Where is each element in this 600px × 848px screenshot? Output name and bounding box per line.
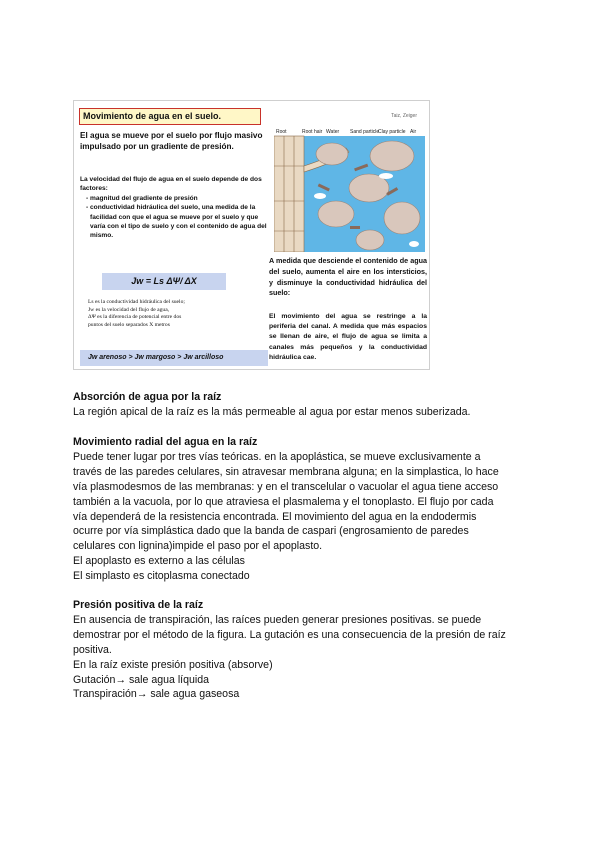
section-line: Gutación→ sale agua líquida (73, 673, 210, 686)
section-movimiento-radial (73, 435, 533, 584)
section-line: positiva. (73, 643, 112, 656)
diagram-caption-1: A medida que desciende el contenido de agua del suelo, aumenta el aire en los intersticios, y disminuye la conductividad hidráulica del suelo: (269, 256, 427, 298)
diagram-label: Root (276, 129, 287, 135)
factors-intro: La velocidad del flujo de agua en el suelo depende de dos factores: (80, 176, 262, 193)
section-line: La región apical de la raíz es la más permeable al agua por estar menos suberizada. (73, 405, 471, 418)
diagram-label: Air (410, 129, 417, 135)
legend-line: ΔΨ es la diferencia de potencial entre dos (88, 314, 182, 321)
diagram-label: Root hair (302, 129, 323, 135)
soil-water-diagram (274, 126, 425, 252)
section-line: Puede tener lugar por tres vías teóricas. en la apoplástica, se mueve exclusivamente a (73, 450, 481, 463)
slide-factors (80, 175, 272, 241)
section-line: El apoplasto es externo a las células (73, 555, 245, 568)
slide-credit: Taiz, Zeiger (391, 113, 417, 119)
diagram-labels (276, 129, 416, 135)
section-heading: Absorción de agua por la raíz (73, 391, 222, 403)
section-line: En la raíz existe presión positiva (absorve) (73, 658, 273, 671)
section-presion-positiva (73, 598, 533, 702)
legend-line: Ls es la conductividad hidráulica del suelo; (88, 299, 185, 305)
section-line: vía plasmodesmos de las membranas: y en el transcelular o vacuolar el agua tiene acceso (73, 480, 499, 493)
section-absorcion (73, 390, 533, 420)
factor-item: - conductividad hidráulica del suelo, una medida de la facilidad con que el agua se mueve por el suelo y que varía con el tipo de suelo y con el contenido de agua del mismo. (90, 203, 272, 241)
diagram-label: Water (326, 129, 340, 135)
slide-title: Movimiento de agua en el suelo. (79, 108, 261, 125)
diagram-caption-2: El movimiento del agua se restringe a la periferia del canal. A medida que más espacios se llenan de aire, el flujo de agua se limita a canales más pequeños y la conductividad hidráulica cae. (269, 313, 427, 361)
soil-order-bar: Jw arenoso > Jw margoso > Jw arcilloso (80, 350, 268, 366)
root-cells (274, 136, 304, 252)
slide-image (73, 100, 430, 370)
factors-list (80, 194, 272, 241)
section-line: Transpiración→ sale agua gaseosa (73, 688, 240, 701)
legend-line: puntos del suelo separados X metros (88, 321, 170, 328)
section-heading: Movimiento radial del agua en la raíz (73, 436, 258, 448)
equation-box: Jw = Ls ΔΨ/ ΔX (102, 273, 226, 290)
section-line: vía dependerá de la resistencia encontrada. El movimiento del agua en la endodermis (73, 510, 477, 523)
slide-lead-text: El agua se mueve por el suelo por flujo masivo impulsado por un gradiente de presión. (80, 131, 263, 151)
section-line: demostrar por el método de la figura. La gutación es una consecuencia de la presión de raíz (73, 628, 506, 641)
diagram-label: Sand particle (350, 129, 380, 135)
section-heading: Presión positiva de la raíz (73, 599, 204, 611)
equation-legend (88, 299, 238, 329)
section-line: ocurre por vía simplástica dado que la banda de caspari (engrosamiento de paredes (73, 525, 469, 538)
factor-item: - magnitud del gradiente de presión (90, 194, 272, 203)
section-line: también a la vacuola, por lo que atraviesa el plasmalema y el tonoplasto. El flujo por cada (73, 495, 494, 508)
section-line: celulares con lignina)impide el paso por el apoplasto. (73, 540, 323, 553)
diagram-label: Clay particle (378, 129, 406, 135)
section-line: El simplasto es citoplasma conectado (73, 570, 250, 583)
section-line: través de las paredes celulares, sin atravesar membrana alguna; en la simplastica, lo hace (73, 465, 499, 478)
legend-line: Jw es la velocidad del flujo de agua, (88, 306, 170, 313)
section-line: En ausencia de transpiración, las raíces pueden generar presiones positivas. se puede (73, 613, 482, 626)
